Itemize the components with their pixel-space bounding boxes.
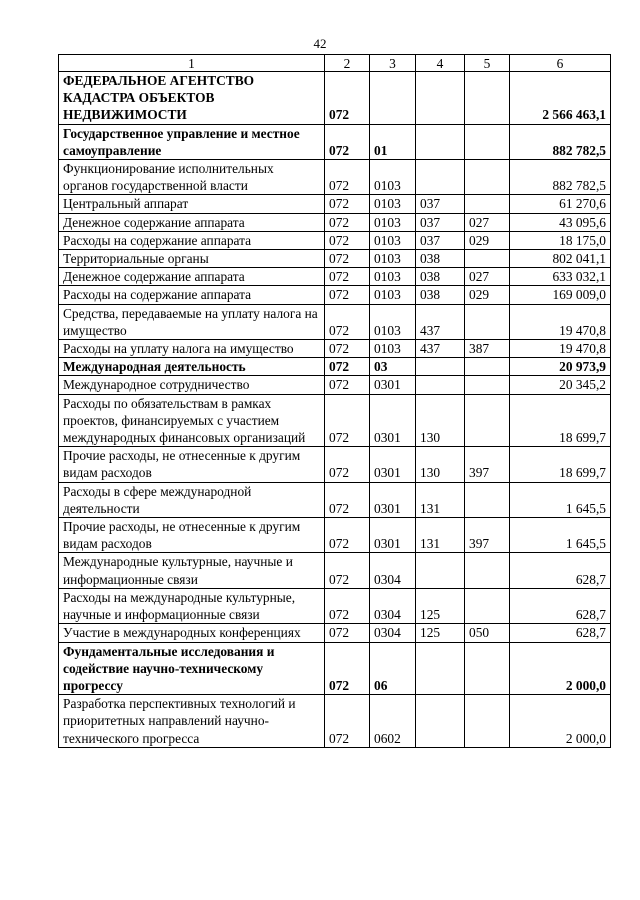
table-row [59,642,611,695]
amount: 628,7 [510,553,611,588]
expense-type-code [465,394,510,447]
chapter-code: 072 [325,588,370,623]
row-label: Средства, передаваемые на уплату налога на имущество [59,304,325,339]
row-label: Международное сотрудничество [59,376,325,394]
column-header-2: 2 [325,55,370,72]
target-article-code [416,376,465,394]
section-code: 0301 [370,482,416,517]
amount: 2 000,0 [510,642,611,695]
amount: 20 973,9 [510,358,611,376]
expense-type-code [465,124,510,159]
chapter-code: 072 [325,482,370,517]
chapter-code: 072 [325,231,370,249]
amount: 18 699,7 [510,394,611,447]
table-row [59,231,611,249]
target-article-code: 125 [416,588,465,623]
section-code: 0602 [370,695,416,748]
section-code: 0103 [370,268,416,286]
expense-type-code: 397 [465,447,510,482]
section-code: 0103 [370,250,416,268]
row-label: Расходы на содержание аппарата [59,286,325,304]
chapter-code: 072 [325,195,370,213]
expense-type-code [465,72,510,125]
amount: 2 000,0 [510,695,611,748]
target-article-code [416,160,465,195]
amount: 18 175,0 [510,231,611,249]
table-row [59,286,611,304]
amount: 19 470,8 [510,304,611,339]
section-code: 0301 [370,518,416,553]
amount: 43 095,6 [510,213,611,231]
table-row [59,340,611,358]
row-label: Международная деятельность [59,358,325,376]
amount: 18 699,7 [510,447,611,482]
row-label: Расходы в сфере международной деятельности [59,482,325,517]
row-label: Расходы на содержание аппарата [59,231,325,249]
expense-type-code [465,160,510,195]
target-article-code [416,642,465,695]
expense-type-code [465,250,510,268]
chapter-code: 072 [325,553,370,588]
target-article-code [416,72,465,125]
column-header-3: 3 [370,55,416,72]
target-article-code [416,358,465,376]
section-code: 0103 [370,286,416,304]
table-row [59,160,611,195]
section-code: 0304 [370,553,416,588]
table-row [59,588,611,623]
table-row [59,213,611,231]
section-code: 0103 [370,304,416,339]
amount: 628,7 [510,624,611,642]
expense-type-code [465,642,510,695]
row-label: ФЕДЕРАЛЬНОЕ АГЕНТСТВО КАДАСТРА ОБЪЕКТОВ НЕДВИЖИМОСТИ [59,72,325,125]
table-row [59,124,611,159]
expense-type-code [465,195,510,213]
row-label: Фундаментальные исследования и содействие научно-техническому прогрессу [59,642,325,695]
table-row [59,695,611,748]
section-code: 0304 [370,624,416,642]
table-row [59,624,611,642]
chapter-code: 072 [325,72,370,125]
row-label: Территориальные органы [59,250,325,268]
expense-type-code [465,482,510,517]
column-header-1: 1 [59,55,325,72]
table-header [59,55,611,72]
section-code: 0103 [370,340,416,358]
column-header-4: 4 [416,55,465,72]
chapter-code: 072 [325,624,370,642]
target-article-code [416,124,465,159]
amount: 802 041,1 [510,250,611,268]
section-code: 0103 [370,195,416,213]
amount: 2 566 463,1 [510,72,611,125]
target-article-code: 131 [416,518,465,553]
column-header-6: 6 [510,55,611,72]
section-code: 0103 [370,231,416,249]
chapter-code: 072 [325,268,370,286]
amount: 1 645,5 [510,482,611,517]
row-label: Прочие расходы, не отнесенные к другим видам расходов [59,518,325,553]
table-row [59,394,611,447]
chapter-code: 072 [325,160,370,195]
section-code [370,72,416,125]
row-label: Денежное содержание аппарата [59,213,325,231]
target-article-code: 125 [416,624,465,642]
section-code: 0103 [370,213,416,231]
expense-type-code: 027 [465,213,510,231]
amount: 169 009,0 [510,286,611,304]
expense-type-code [465,588,510,623]
table-row [59,447,611,482]
chapter-code: 072 [325,250,370,268]
chapter-code: 072 [325,695,370,748]
amount: 61 270,6 [510,195,611,213]
chapter-code: 072 [325,304,370,339]
table-row [59,553,611,588]
row-label: Разработка перспективных технологий и приоритетных направлений научно-технического прогресса [59,695,325,748]
page-number: 42 [313,36,327,51]
row-label: Функционирование исполнительных органов государственной власти [59,160,325,195]
section-code: 0301 [370,394,416,447]
chapter-code: 072 [325,518,370,553]
chapter-code: 072 [325,642,370,695]
row-label: Расходы на международные культурные, научные и информационные связи [59,588,325,623]
chapter-code: 072 [325,447,370,482]
expense-type-code: 029 [465,231,510,249]
row-label: Центральный аппарат [59,195,325,213]
amount: 633 032,1 [510,268,611,286]
section-code: 0103 [370,160,416,195]
chapter-code: 072 [325,376,370,394]
row-label: Расходы по обязательствам в рамках проектов, финансируемых с участием международных финансовых организаций [59,394,325,447]
amount: 882 782,5 [510,124,611,159]
target-article-code: 037 [416,213,465,231]
expense-type-code [465,358,510,376]
chapter-code: 072 [325,286,370,304]
table-row [59,268,611,286]
budget-table [58,54,611,748]
target-article-code [416,553,465,588]
expense-type-code: 387 [465,340,510,358]
table-row [59,304,611,339]
target-article-code: 038 [416,250,465,268]
target-article-code: 037 [416,195,465,213]
header-row [59,55,611,72]
target-article-code: 037 [416,231,465,249]
expense-type-code: 029 [465,286,510,304]
table-row [59,358,611,376]
table-row [59,376,611,394]
amount: 882 782,5 [510,160,611,195]
section-code: 0304 [370,588,416,623]
target-article-code: 131 [416,482,465,517]
chapter-code: 072 [325,124,370,159]
chapter-code: 072 [325,358,370,376]
expense-type-code [465,376,510,394]
target-article-code: 038 [416,286,465,304]
table-row [59,518,611,553]
target-article-code: 437 [416,304,465,339]
section-code: 0301 [370,376,416,394]
section-code: 06 [370,642,416,695]
table-row [59,72,611,125]
target-article-code [416,695,465,748]
amount: 20 345,2 [510,376,611,394]
table-row [59,195,611,213]
chapter-code: 072 [325,213,370,231]
expense-type-code [465,553,510,588]
target-article-code: 130 [416,447,465,482]
row-label: Государственное управление и местное самоуправление [59,124,325,159]
row-label: Денежное содержание аппарата [59,268,325,286]
amount: 628,7 [510,588,611,623]
target-article-code: 130 [416,394,465,447]
amount: 19 470,8 [510,340,611,358]
row-label: Прочие расходы, не отнесенные к другим видам расходов [59,447,325,482]
row-label: Международные культурные, научные и информационные связи [59,553,325,588]
target-article-code: 038 [416,268,465,286]
table-row [59,482,611,517]
expense-type-code [465,695,510,748]
amount: 1 645,5 [510,518,611,553]
expense-type-code: 027 [465,268,510,286]
row-label: Участие в международных конференциях [59,624,325,642]
expense-type-code: 397 [465,518,510,553]
target-article-code: 437 [416,340,465,358]
section-code: 0301 [370,447,416,482]
column-header-5: 5 [465,55,510,72]
expense-type-code: 050 [465,624,510,642]
chapter-code: 072 [325,340,370,358]
row-label: Расходы на уплату налога на имущество [59,340,325,358]
chapter-code: 072 [325,394,370,447]
section-code: 01 [370,124,416,159]
section-code: 03 [370,358,416,376]
table-row [59,250,611,268]
expense-type-code [465,304,510,339]
table-body [59,72,611,748]
